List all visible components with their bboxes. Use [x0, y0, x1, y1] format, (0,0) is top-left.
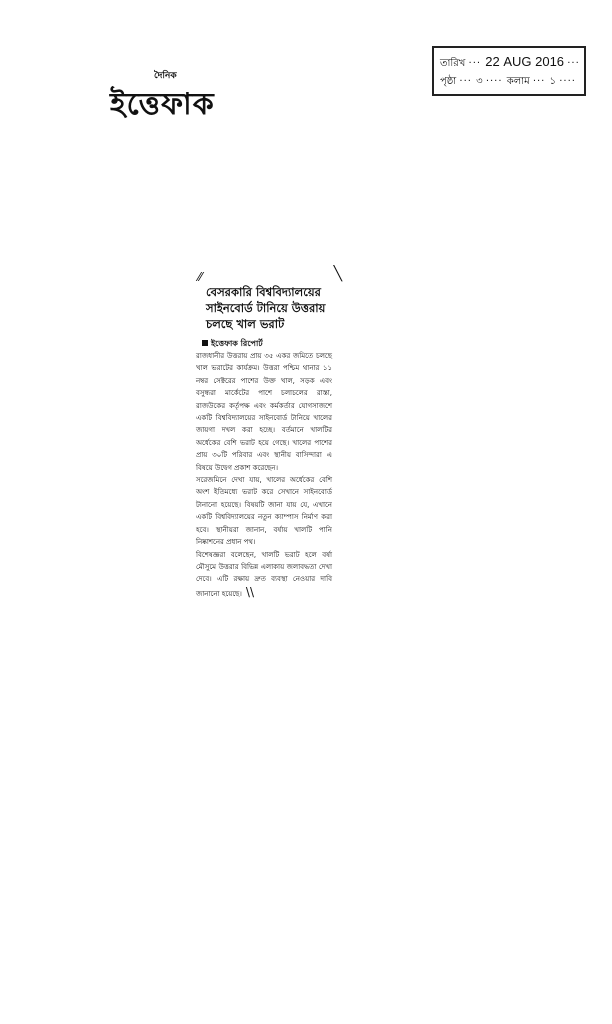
article-paragraph: সরেজমিনে দেখা যায়, খালের অর্ধেকের বেশি অংশ ইতিমধ্যে ভরাট করে সেখানে সাইনবোর্ড টানানো হয়েছে। বিষয়টি জানা যায় যে, এখানে একটি বিশ্ববিদ্যালয়ের নতুন ক্যাম্পাস নির্মাণ করা হবে। স্থানীয়রা জানান, বর্ষায় খালটি পানি নিষ্কাশনের প্রধান পথ। — [196, 476, 332, 547]
date-stamp — [432, 46, 586, 96]
article-headline: বেসরকারি বিশ্ববিদ্যালয়ের সাইনবোর্ড টানিয়ে উত্তরায় চলছে খাল ভরাট — [206, 285, 326, 331]
stamp-page-value: ৩ — [476, 76, 483, 87]
stamp-column-value: ১ — [549, 76, 557, 87]
stamp-date-value: 22 AUG 2016 — [485, 54, 565, 69]
stamp-date-label: তারিখ — [440, 58, 466, 69]
stamp-page-label: পৃষ্ঠা — [440, 76, 457, 87]
byline-text: ইত্তেফাক রিপোর্ট — [211, 339, 263, 348]
masthead-name: ইত্তেফাক — [110, 87, 215, 122]
stamp-page-row: পৃষ্ঠা ··· ৩ ···· কলাম ··· ১ ···· — [440, 76, 576, 87]
stamp-date-row: তারিখ ··· 22 AUG 2016 ··· — [440, 54, 580, 69]
masthead-small-label: দৈনিক — [154, 71, 177, 81]
article-paragraph: বিশেষজ্ঞরা বলেছেন, খালটি ভরাট হলে বর্ষা মৌসুমে উত্তরার বিভিন্ন এলাকায় জলাবদ্ধতা দেখা দেবে। এটি রক্ষায় দ্রুত ব্যবস্থা নেওয়ার দাবি জানানো হয়েছে। \\ — [196, 550, 332, 599]
article-body — [196, 350, 332, 600]
end-mark-icon: \\ — [245, 584, 255, 599]
article-paragraph: রাজধানীর উত্তরায় প্রায় ৩৫ একর জমিতে চলছে খাল ভরাটের কার্যক্রম। উত্তরা পশ্চিম থানার ১১ নম্বর সেক্টরের পাশের উক্ত খাল, সড়ক এবং বসুন্ধরা মার্কেটের পাশে চলাচলের রাস্তা, রাজউকের কর্তৃপক্ষ এবং কর্মকর্তার যোগসাজশে একটি বিশ্ববিদ্যালয়ের সাইনবোর্ড টানিয়ে খালের জায়গা দখল করা হচ্ছে। বর্তমানে খালটির অর্ধেকের বেশি ভরাট হয়ে গেছে। খালের পাশের প্রায় ৩০টি পরিবার এবং স্থানীয় বাসিন্দারা এ বিষয়ে উদ্বেগ প্রকাশ করেছেন। — [196, 352, 332, 472]
byline-square-icon — [202, 340, 208, 346]
stamp-column-label: কলাম — [506, 76, 530, 87]
clip-mark-right: ╲ — [333, 266, 342, 282]
clip-mark-left: ⁄⁄ — [198, 270, 203, 284]
